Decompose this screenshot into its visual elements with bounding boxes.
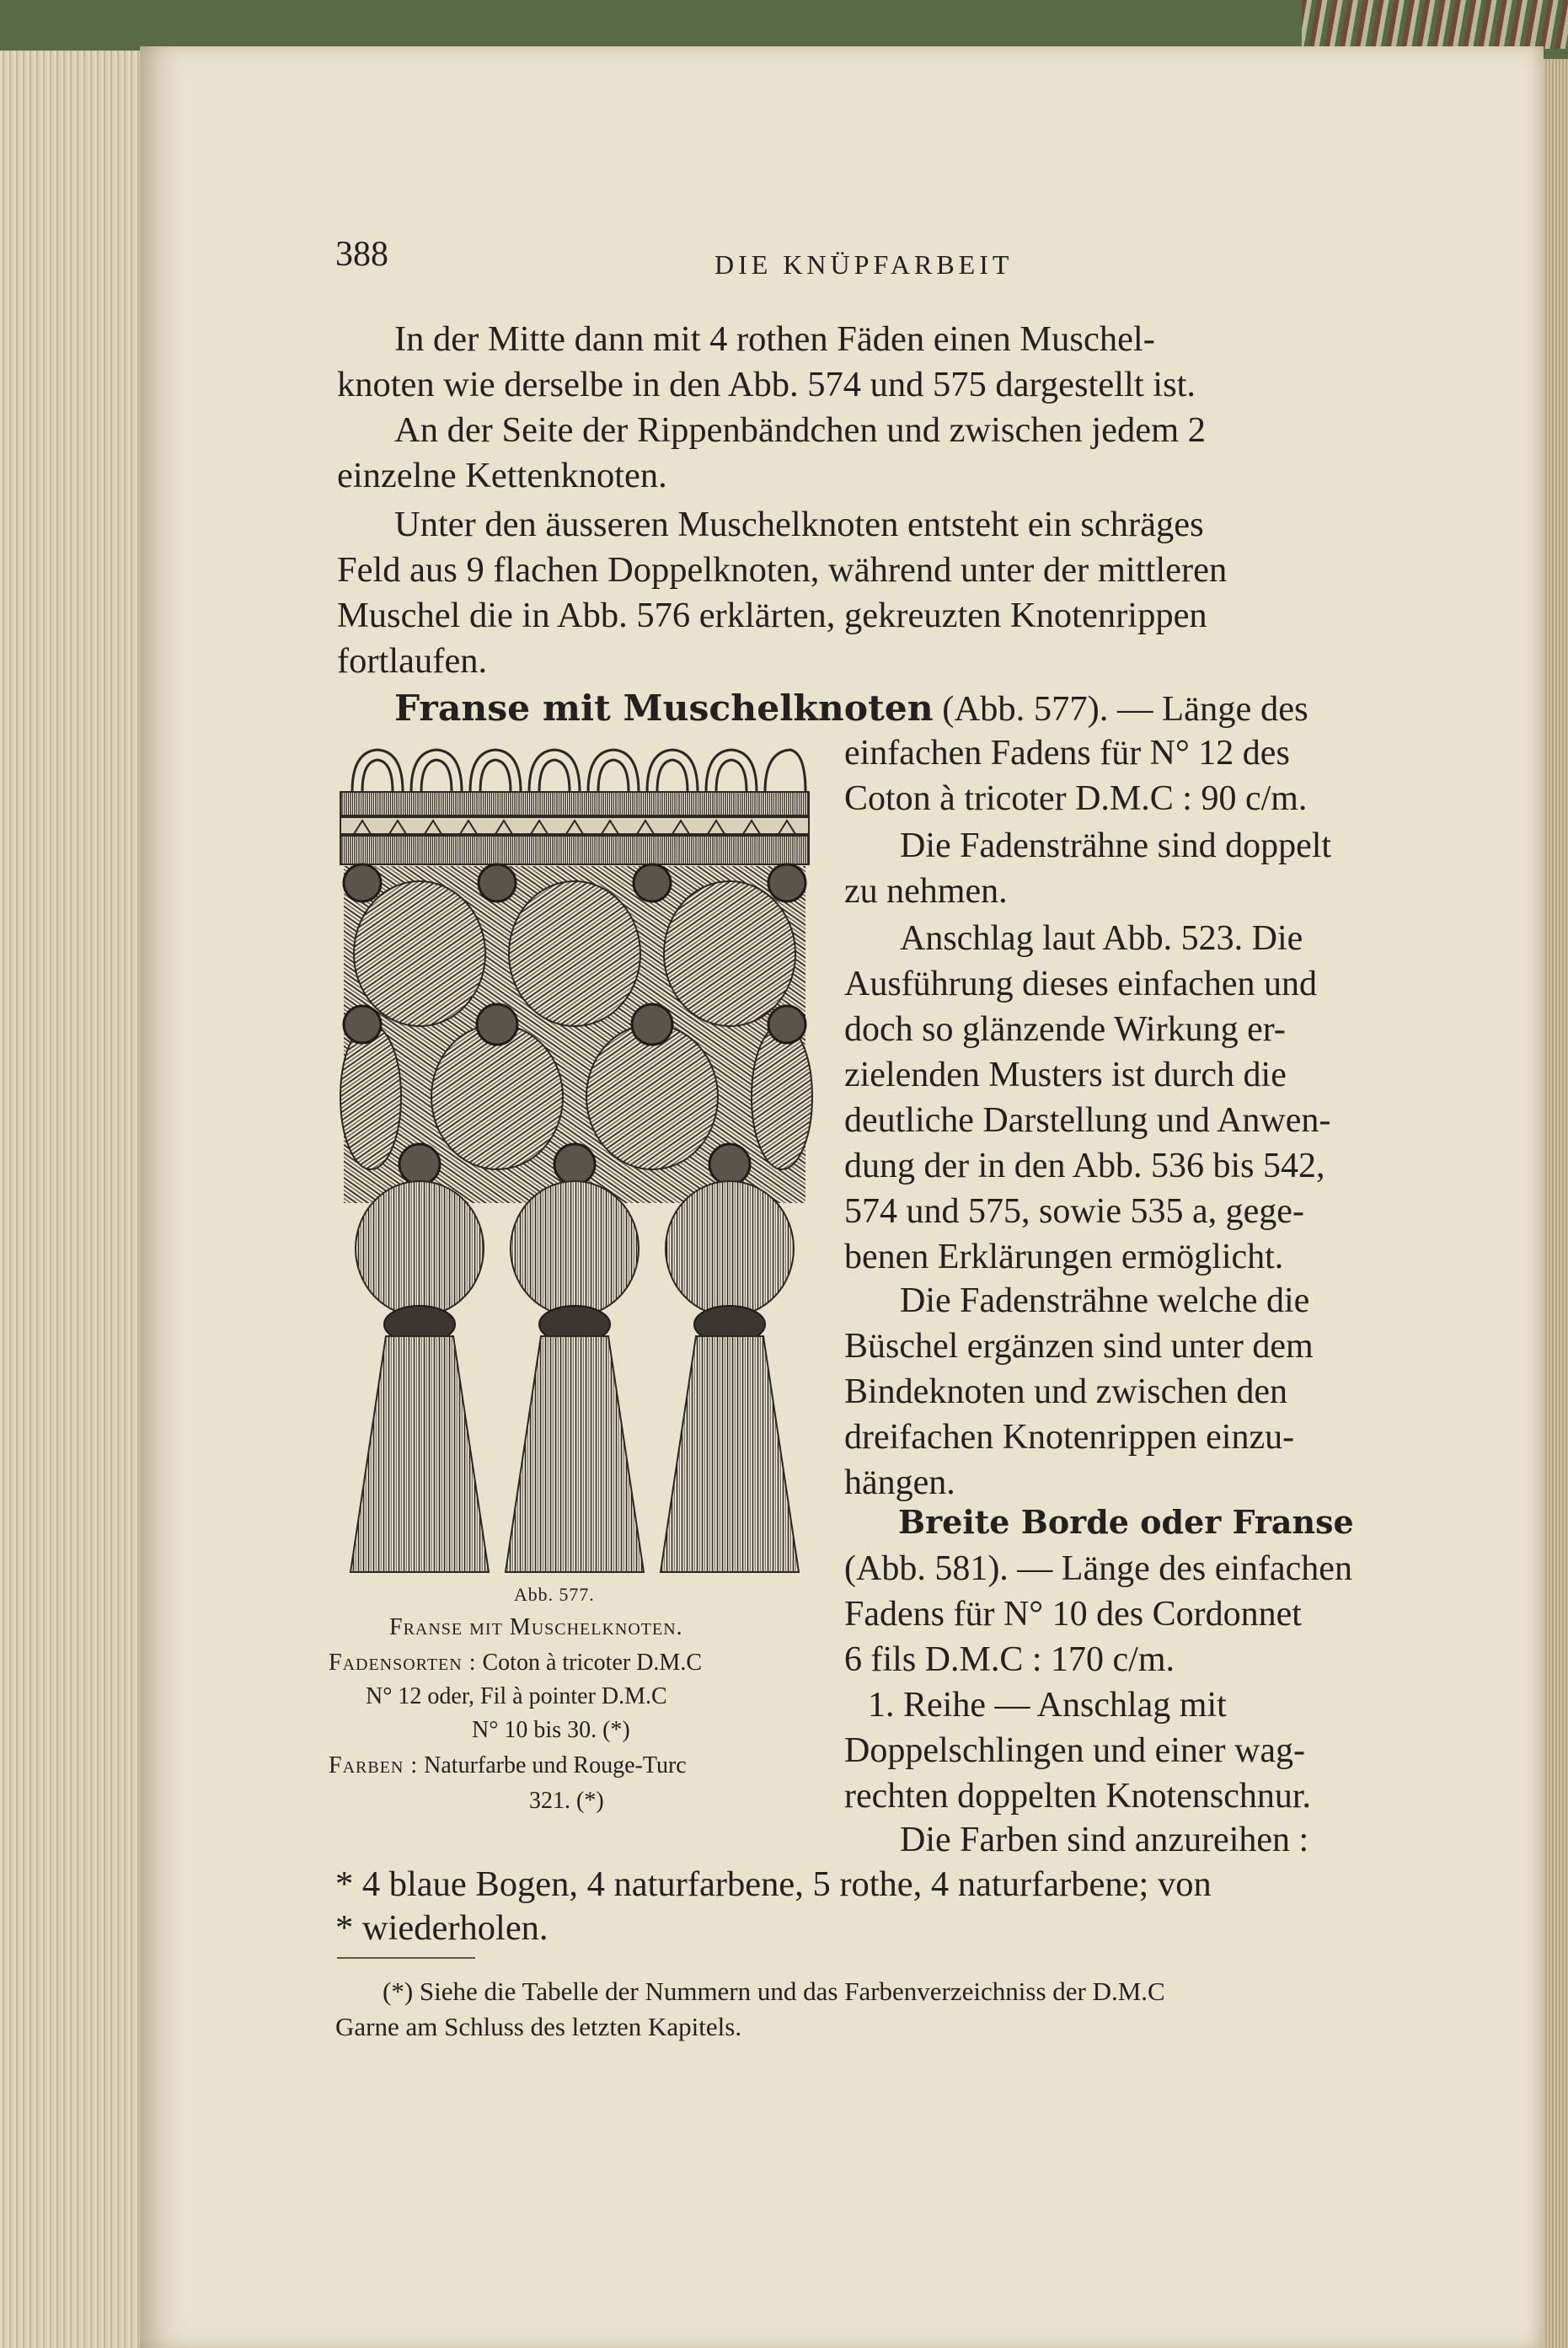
figure-materials	[329, 1650, 702, 1677]
section-heading-line	[394, 687, 1308, 730]
text-line: dung der in den Abb. 536 bis 542,	[844, 1147, 1325, 1185]
text-line: An der Seite der Rippenbändchen und zwischen jedem 2	[394, 410, 1207, 450]
section-heading: Breite Borde oder Franse	[898, 1503, 1354, 1541]
text-line: Feld aus 9 flachen Doppelknoten, während unter der mittleren	[337, 550, 1228, 590]
figure-materials-line3: N° 10 bis 30. (*)	[472, 1717, 630, 1743]
text-line: dreifachen Knotenrippen einzu-	[844, 1418, 1295, 1457]
figure-label	[514, 1580, 595, 1607]
text-line: doch so glänzende Wirkung er-	[844, 1010, 1286, 1049]
left-page-edges	[0, 51, 145, 2348]
text-line: 574 und 575, sowie 535 a, gege-	[844, 1192, 1304, 1231]
colors-label: Farben :	[329, 1752, 419, 1778]
footnote-line: (*) Siehe die Tabelle der Nummern und das Farbenverzeichniss der D.M.C	[383, 1976, 1165, 2006]
text-line: Bindeknoten und zwischen den	[844, 1372, 1288, 1411]
materials-label: Fadensorten :	[329, 1650, 477, 1676]
footnote-line: Garne am Schluss des letzten Kapitels.	[335, 2012, 742, 2041]
text-line: zu nehmen.	[844, 872, 1008, 911]
fringe-illustration	[337, 743, 816, 1574]
text-line: einzelne Kettenknoten.	[337, 456, 667, 495]
text-line: rechten doppelten Knotenschnur.	[844, 1777, 1311, 1816]
text-line: zielenden Musters ist durch die	[844, 1056, 1287, 1094]
running-head: DIE KNÜPFARBEIT	[714, 249, 1014, 280]
footnote-rule	[337, 1957, 475, 1959]
materials-text: Coton à tricoter D.M.C	[482, 1650, 703, 1676]
colors-text: Naturfarbe und Rouge-Turc	[424, 1752, 687, 1778]
text-line: Anschlag laut Abb. 523. Die	[900, 919, 1303, 958]
text-line: Ausführung dieses einfachen und	[844, 965, 1318, 1003]
text-line: * wiederholen.	[335, 1908, 549, 1948]
figure-colors-line2: 321. (*)	[529, 1788, 604, 1814]
figure-materials-line2: N° 12 oder, Fil à pointer D.M.C	[366, 1683, 667, 1709]
text-line: Doppelschlingen und einer wag-	[844, 1731, 1306, 1770]
text-line: Die Farben sind anzureihen :	[900, 1821, 1309, 1859]
page-number: 388	[335, 235, 388, 274]
text-line: benen Erklärungen ermöglicht.	[844, 1238, 1284, 1276]
text-line: Fadens für N° 10 des Cordonnet	[844, 1595, 1302, 1634]
text-fragment: (Abb. 577). — Länge des	[942, 689, 1308, 729]
text-line: Büschel ergänzen sind unter dem	[844, 1327, 1314, 1366]
text-line: Die Fadensträhne sind doppelt	[900, 826, 1332, 865]
text-line: knoten wie derselbe in den Abb. 574 und 575 dargestellt ist.	[337, 365, 1196, 404]
text-line: Unter den äusseren Muschelknoten entsteht ein schräges	[394, 505, 1204, 544]
text-line: Coton à tricoter D.M.C : 90 c/m.	[844, 779, 1308, 818]
text-line: In der Mitte dann mit 4 rothen Fäden einen Muschel-	[394, 319, 1155, 359]
text-line: fortlaufen.	[337, 641, 488, 681]
text-line: hängen.	[844, 1463, 955, 1502]
text-line: Muschel die in Abb. 576 erklärten, gekreuzten Knotenrippen	[337, 596, 1207, 635]
text-line: Die Fadensträhne welche die	[900, 1281, 1310, 1320]
text-line: einfachen Fadens für N° 12 des	[844, 734, 1290, 773]
section-heading: Franse mit Muschelknoten	[394, 687, 934, 730]
text-line: 6 fils D.M.C : 170 c/m.	[844, 1640, 1175, 1679]
text-line: deutliche Darstellung und Anwen-	[844, 1101, 1331, 1140]
bookmark-ribbon	[1302, 0, 1568, 49]
figure-title: Franse mit Muschelknoten.	[389, 1614, 683, 1640]
figure-colors	[329, 1752, 687, 1779]
text-line: * 4 blaue Bogen, 4 naturfarbene, 5 rothe, 4 naturfarbene; von	[335, 1864, 1212, 1904]
text-line: 1. Reihe — Anschlag mit	[868, 1686, 1227, 1725]
text-line: (Abb. 581). — Länge des einfachen	[844, 1549, 1352, 1588]
figure-label-text: Abb. 577.	[514, 1585, 595, 1605]
